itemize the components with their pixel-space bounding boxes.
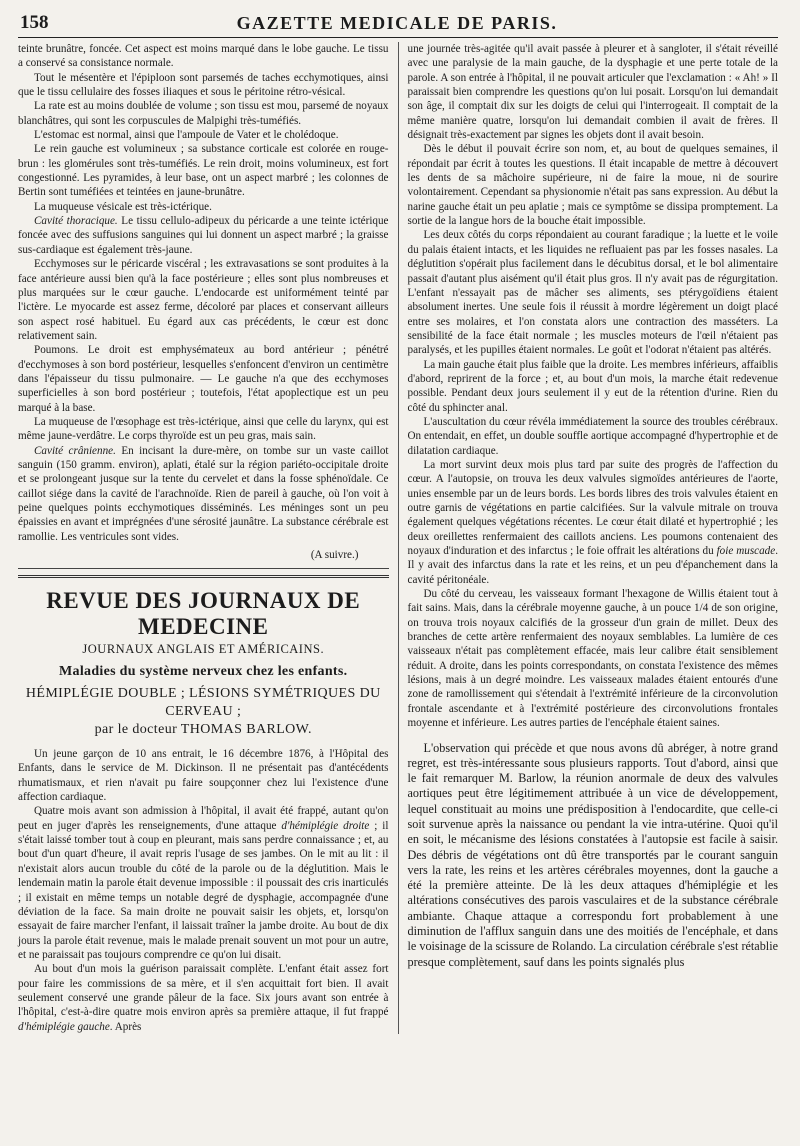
text-run: Au bout d'un mois la guérison paraissait complète. L'enfant était assez fort pour faire les commissions de sa mère, et il s'en acquittait fort bien. Il avait seulement conservé une grande pâleur de la face. Six jours avant son entrée à l'hôpital, c'est-à-dire quatre mois environ après sa première attaque, il fut frappé	[18, 963, 389, 1019]
paragraph: Un jeune garçon de 10 ans entrait, le 16 décembre 1876, à l'Hôpital des Enfants, dans le service de M. Dickinson. Il ne présentait pas d'antécédents rhumatismaux, et rien n'avait pu faire soupçonner chez lui l'existence d'une affection cardiaque.	[18, 748, 389, 804]
paragraph: La main gauche était plus faible que la droite. Les membres inférieurs, affaiblis d'abord, reprirent de la force ; et, au bout d'un mois, la marche était redevenue possible. Pendant deux jours seulement il y eut de la rétention d'urine. Rien du côté du sphincter anal.	[407, 358, 778, 414]
commentary-paragraph: L'observation qui précède et que nous avons dû abréger, à notre grand regret, est très-intéressante sous plusieurs rapports. Tout d'abord, ainsi que le fait remarquer M. Barlow, la réunion anormale de deux des valvules aortiques peut être légitimement attribuée à un vice de développement, lequel constituait au moins une prédisposition à l'endocardite, que celle-ci soit survenue après la naissance ou pendant la vie intra-utérine. Quoi qu'il en soit, le mécanisme des lésions constatées à l'autopsie est facile à saisir. Des débris de végétations ont dû être transportés par le courant sanguin vers la rate, les reins et les artères cérébrales moyennes, dont la gauche a été la première atteinte. De là les deux attaques d'hémiplégie et les altérations consécutives des parois vasculaires et de la substance cérébrale ambiante. Chaque attaque a correspondu fort probablement à une diminution de l'afflux sanguin dans une des moitiés de l'encéphale, et dans le voisinage de la scissure de Rolando. La circulation cérébrale s'est rétablie presque complètement, sauf dans les points signalés plus	[407, 740, 778, 969]
paragraph: L'estomac est normal, ainsi que l'ampoule de Vater et le cholédoque.	[34, 129, 339, 142]
to-be-continued: (A suivre.)	[310, 549, 359, 562]
journal-title: GAZETTE MEDICALE DE PARIS.	[236, 13, 558, 33]
paragraph	[18, 962, 389, 1034]
page-number: 158	[20, 12, 49, 33]
paragraph	[18, 444, 389, 544]
article-title-line2: par le docteur THOMAS BARLOW.	[94, 722, 312, 738]
text-run: Quatre mois avant son admission à l'hôpital, il avait été frappé, autant qu'on peut en juger d'après les renseignements, d'une attaque	[18, 805, 389, 832]
paragraph: une journée très-agitée qu'il avait passée à pleurer et à sangloter, il s'était réveillé avec une paralysie de la main gauche, de la dysphagie et une perte totale de la parole. A son entrée à l'hôpital, il ne pouvait articuler que l'exclamation : « Ah! » Il paraissait bien comprendre les questions qu'on lui posait. Lorsqu'on lui demandait son âge, il comptait dix sur les doigts de celui qui l'interrogeait. Il comptait de la même manière quatre, lorsqu'on lui demandait combien il avait de frères. Il désignait très-exactement par signes les objets dont il avait besoin.	[407, 43, 778, 142]
cranial-text: En incisant la dure-mère, on tombe sur un vaste caillot sanguin (150 gramm. environ), aplati, étalé sur la région pariéto-occipitale droite et se prolongeant jusque sur la tente du cervelet et dans la fosse sphénoïdale. Ce caillot siége dans la cavité de l'arachnoïde. Rien de pareil à gauche, où l'on voit à peine quelques points ecchymotiques disséminés. Les méninges sont un peu épaissies en avant et imprégnées d'une sérosité jaunâtre. La substance cérébrale est ramollie. Les ventricules sont vides.	[18, 444, 389, 543]
paragraph: Tout le mésentère et l'épiploon sont parsemés de taches ecchymotiques, ainsi que le tissu cellulaire des fosses iliaques et sous le péritoine rétro-vésical.	[18, 71, 389, 99]
text-run: ; il s'était laissé tomber tout à coup en pleurant, mais sans perdre connaissance ; et, au bout d'un quart d'heure, il avait repris l'usage de ses jambes. On le mit au lit : il n'existait alors aucun trouble du côté de la parole ou de la déglutition. Mais le lendemain matin la parole était devenue impossible : il poussait des cris inarticulés ; il existait en même temps un notable degré de dysphagie, accompagnée d'une déviation de la face. Sa main droite ne pouvait saisir les objets, et, lorsqu'on essayait de faire marcher l'enfant, il laissait traîner la jambe droite. Au bout de dix jours la parole était revenue, mais le malade prenait souvent un mot pour un autre, et ne paraissait pas toujours comprendre ce qu'on lui disait.	[18, 819, 389, 961]
commentary	[408, 741, 779, 970]
paragraph: La rate est au moins doublée de volume ; son tissu est mou, parsemé de noyaux blanchâtres, qui sont les corpuscules de Malpighi très-tuméfiés.	[18, 100, 389, 127]
emphasis: d'hémiplégie droite	[281, 819, 370, 832]
paragraph: Du côté du cerveau, les vaisseaux formant l'hexagone de Willis étaient tout à fait sains. Mais, dans la cérébrale moyenne gauche, à un pouce 1/4 de son origine, on trouva trois noyaux calcifiés de la grosseur d'un grain de millet. Deux des branches de cette artère renfermaient des noyaux semblables. La lumière de ces vaisseaux n'était pas complètement effacée, mais leur calibre était sensiblement réduit. A droite, dans les points correspondants, on constata l'existence des mêmes lésions, mais à un degré moindre. Les vaisseaux malades étaient entourés d'une zone de ramollissement qui s'étendait à l'extrémité inférieure de la circonvolution frontale ascendante et à l'extrémité postérieure des circonvolutions frontales moyenne et inférieure. Les autres parties de l'encéphale étaient saines.	[407, 588, 778, 730]
section-heading: REVUE DES JOURNAUX DE MEDECINE	[46, 588, 361, 640]
section-subheading: JOURNAUX ANGLAIS ET AMÉRICAINS.	[82, 642, 325, 657]
emphasis: d'hémiplégie gauche	[18, 1020, 110, 1033]
emphasis: foie muscade	[716, 545, 776, 558]
paragraph: Dès le début il pouvait écrire son nom, et, au bout de quelques semaines, il répondait par écrit à toutes les questions. Il était incapable de mettre à découvert les dents de sa mâchoire supérieure, ni de faire la moue, ni de sourire volontairement. Cependant sa physionomie n'était pas sans expression. Au début la narine gauche était un peu aplatie ; mais ce symptôme se dissipa promptement. La sortie de la langue hors de la bouche était impossible.	[407, 143, 778, 228]
section-divider-double	[18, 575, 389, 578]
paragraph: Poumons. Le droit est emphysémateux au bord antérieur ; pénétré d'ecchymoses à son bord postérieur, lesquelles s'enfoncent d'environ un centimètre dans l'épaisseur du tissu pulmonaire. — Le gauche n'a que des ecchymoses superficielles à son bord postérieur ; toutefois, l'état apoplectique est un peu marqué à la base.	[18, 344, 389, 414]
paragraph: L'auscultation du cœur révéla immédiatement la source des troubles cérébraux. On entendait, en effet, un double souffle aortique accompagné d'hypertrophie et de dilatation cardiaque.	[407, 415, 778, 457]
topic-heading: Maladies du système nerveux chez les enfants.	[59, 663, 348, 679]
left-column	[18, 42, 399, 1034]
paragraph	[18, 214, 389, 257]
paragraph	[18, 804, 389, 962]
columns	[18, 42, 778, 1034]
section-divider	[18, 568, 389, 569]
paragraph: teinte brunâtre, foncée. Cet aspect est moins marqué dans le lobe gauche. Le tissu a conservé sa consistance normale.	[18, 43, 389, 70]
paragraph: Ecchymoses sur le péricarde viscéral ; les extravasations se sont produites à la face antérieure aussi bien qu'à la face postérieure ; elles sont plus nombreuses et plus marquées sur le cœur gauche. L'endocarde est uniformément teinté par l'ictère. Le myocarde est assez ferme, décoloré par places et conservant ailleurs son aspect rosé habituel. Eu égard aux cas précédents, le cœur est donc relativement sain.	[18, 258, 389, 342]
cranial-label: Cavité crânienne.	[34, 444, 116, 457]
text-run: . Après	[109, 1020, 142, 1033]
article-title	[18, 685, 389, 739]
paragraph: La muqueuse vésicale est très-ictérique.	[34, 200, 212, 213]
paragraph: Les deux côtés du corps répondaient au courant faradique ; la luette et le voile du palais étaient intacts, et les liquides ne refluaient pas par les fosses nasales. La déglutition s'opérait plus facilement dans le décubitus dorsal, et le bol alimentaire passait d'autant plus aisément qu'il était plus gros. Il n'y avait pas de régurgitation. L'enfant n'essayait pas de mâcher ses aliments, ses ptérygoïdiens étaient absolument inertes. Une seule fois il réussit à mordre légèrement un doigt placé entre ses molaires, et l'on constata alors une contraction des masséters. La sensibilité de la face était normale ; les muscles moteurs de l'œil n'étaient pas paralysés, et les pupilles étaient normales. Le goût et l'odorat n'étaient pas altérés.	[407, 229, 778, 357]
text-run: . Il y avait des infarctus dans la rate et les reins, et un peu d'épanchement dans la cavité péritonéale.	[407, 545, 778, 586]
thoracic-text: Le tissu cellulo-adipeux du péricarde a une teinte ictérique foncée avec des suffusions sanguines qui lui donnent un aspect marbré ; la graisse sus-cardiaque est également très-jaune.	[18, 215, 389, 256]
paragraph: La muqueuse de l'œsophage est très-ictérique, ainsi que celle du larynx, qui est même jaune-verdâtre. Le corps thyroïde est un peu gras, mais sain.	[18, 415, 389, 443]
running-head	[18, 0, 778, 38]
thoracic-label: Cavité thoracique.	[34, 215, 118, 228]
right-column	[399, 42, 779, 1034]
text-run: La mort survint deux mois plus tard par suite des progrès de l'affection du cœur. A l'autopsie, on trouva les deux valvules sigmoïdes antérieures de l'aorte, unies ensemble par un de leurs bords. Les bords libres des trois valvules étaient en outre garnis de végétations en partie calcifiées. Sur la valvule mitrale on trouva également quelques végétations récentes. Le cœur était dilaté et hypertrophié ; les deux oreillettes renfermaient des caillots anciens. Les poumons contenaient des noyaux d'induration et des infarctus ; le foie offrait les altérations du	[407, 458, 778, 558]
paragraph: Le rein gauche est volumineux ; sa substance corticale est colorée en rouge-brun : les glomérules sont très-tuméfiés. Le rein droit, moins volumineux, est fort congestionné. Les pyramides, à leur base, ont un aspect marbré ; les colonnes de Bertin sont tuméfiées et teintées en jaune-brunâtre.	[18, 143, 389, 199]
article-title-line1: HÉMIPLÉGIE DOUBLE ; LÉSIONS SYMÉTRIQUES DU CERVEAU ;	[25, 686, 381, 720]
paragraph	[408, 458, 779, 587]
